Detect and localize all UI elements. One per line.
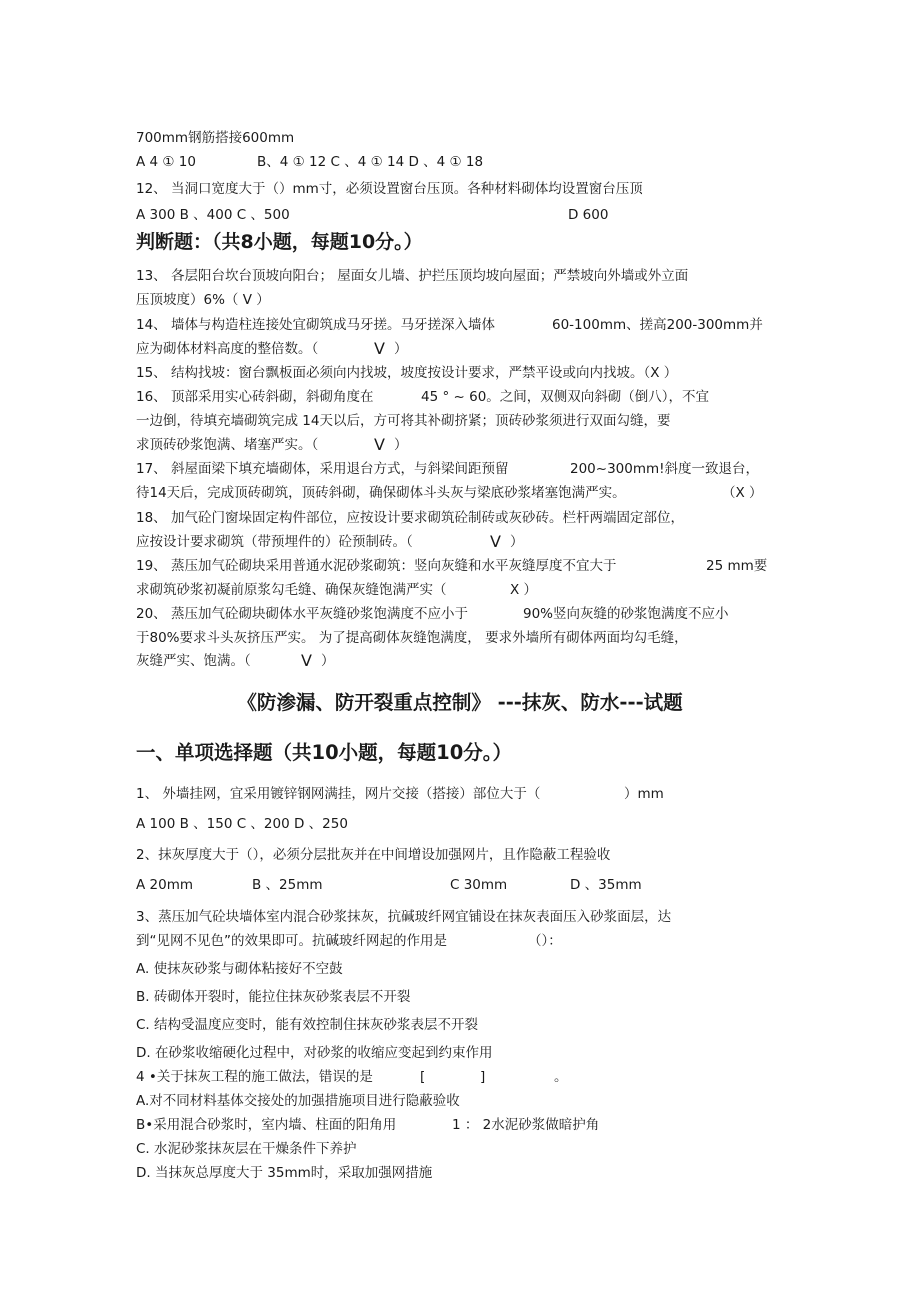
- exam-title: 《防渗漏、防开裂重点控制》 ---抹灰、防水---试题: [237, 691, 683, 714]
- question-16-line-3: 求顶砖砂浆饱满、堵塞严实。（ V ）: [136, 435, 408, 454]
- question-15: 15、 结构找坡：窗台飘板面必须向内找坡，坡度按设计要求，严禁平设或向内找坡。（X ）: [136, 365, 678, 381]
- question-13-line-2: 压顶坡度）6%（ V ）: [136, 292, 270, 308]
- text-line: 700mm钢筋搭接600mm: [136, 130, 295, 146]
- question-14-line-1: 14、 墙体与构造柱连接处宜砌筑成马牙搓。马牙搓深入墙体 60-100mm、搓高200-300mm并: [136, 317, 763, 333]
- question-19-line-2: 求砌筑砂浆初凝前原浆勾毛缝、确保灰缝饱满严实（ X ）: [136, 582, 538, 598]
- section-heading-single-choice: 一、单项选择题（共10小题，每题10分。）: [136, 741, 513, 764]
- question-16-line-2: 一边倒，待填充墙砌筑完成 14天以后，方可将其补砌挤紧；顶砖砂浆须进行双面勾缝，要: [136, 413, 671, 429]
- single-question-4: 4 •关于抹灰工程的施工做法，错误的是 [ ] 。: [136, 1069, 568, 1085]
- single-question-2: 2、抹灰厚度大于（），必须分层批灰并在中间增设加强网片，且作隐蔽工程验收: [136, 847, 611, 863]
- question-17-line-1: 17、 斜屋面梁下填充墙砌体，采用退台方式，与斜梁间距预留 200~300mm!斜度一致退台，: [136, 461, 760, 477]
- single-question-2-options: A 20mm B 、25mm C 30mm D 、35mm: [136, 877, 642, 893]
- question-19-line-1: 19、 蒸压加气砼砌块采用普通水泥砂浆砌筑：竖向灰缝和水平灰缝厚度不宜大于 25 mm要: [136, 558, 768, 574]
- question-16-line-1: 16、 顶部采用实心砖斜砌，斜砌角度在 45 ° ~ 60。之间，双侧双向斜砌（倒八），不宜: [136, 389, 710, 405]
- option-C: C. 结构受温度应变时，能有效控制住抹灰砂浆表层不开裂: [136, 1017, 479, 1033]
- single-question-3-line-1: 3、蒸压加气砼块墙体室内混合砂浆抹灰，抗碱玻纤网宜铺设在抹灰表面压入砂浆面层，达: [136, 909, 672, 925]
- option-A: A.对不同材料基体交接处的加强措施项目进行隐蔽验收: [136, 1093, 460, 1109]
- question-20-line-2: 于80%要求斗头灰挤压严实。 为了提高砌体灰缝饱满度， 要求外墙所有砌体两面均勾毛缝，: [136, 630, 688, 646]
- option-B: B. 砖砌体开裂时，能拉住抹灰砂浆表层不开裂: [136, 989, 411, 1005]
- option-D: D. 当抹灰总厚度大于 35mm时，采取加强网措施: [136, 1165, 433, 1181]
- question-20-line-1: 20、 蒸压加气砼砌块砌体水平灰缝砂浆饱满度不应小于 90%竖向灰缝的砂浆饱满度不应小: [136, 606, 729, 622]
- single-question-3-line-2: 到“见网不见色”的效果即可。抗碱玻纤网起的作用是 （）：: [136, 933, 562, 949]
- question-13-line-1: 13、 各层阳台坎台顶坡向阳台； 屋面女儿墙、护拦压顶均坡向屋面；严禁坡向外墙或外立面: [136, 268, 689, 284]
- option-C: C. 水泥砂浆抹灰层在干燥条件下养护: [136, 1141, 357, 1157]
- option-D: D. 在砂浆收缩硬化过程中，对砂浆的收缩应变起到约束作用: [136, 1045, 493, 1061]
- option-A: A. 使抹灰砂浆与砌体粘接好不空鼓: [136, 961, 343, 977]
- question-20-line-3: 灰缝严实、饱满。（ V ）: [136, 651, 335, 670]
- single-question-1-options: A 100 B 、150 C 、200 D 、250: [136, 816, 348, 832]
- options-line: A 4 ① 10 B、4 ① 12 C 、4 ① 14 D 、4 ① 18: [136, 154, 484, 170]
- single-question-1: 1、 外墙挂网，宜采用镀锌钢网满挂，网片交接（搭接）部位大于（ ）mm: [136, 786, 664, 802]
- question-18-line-1: 18、 加气砼门窗垛固定构件部位，应按设计要求砌筑砼制砖或灰砂砖。栏杆两端固定部位，: [136, 510, 684, 526]
- question-12: 12、 当洞口宽度大于（）mm寸，必须设置窗台压顶。各种材料砌体均设置窗台压顶: [136, 181, 643, 197]
- section-heading-judge: 判断题：（共8小题，每题10分。）: [136, 231, 423, 253]
- options-line: A 300 B 、400 C 、500 D 600: [136, 207, 609, 223]
- question-18-line-2: 应按设计要求砌筑（带预埋件的）砼预制砖。（ V ）: [136, 532, 524, 551]
- question-14-line-2: 应为砌体材料高度的整倍数。（ V ）: [136, 339, 408, 358]
- option-B: B•采用混合砂浆时，室内墙、柱面的阳角用 1 ： 2水泥砂浆做暗护角: [136, 1117, 600, 1133]
- question-17-line-2: 待14天后，完成顶砖砌筑，顶砖斜砌，确保砌体斗头灰与梁底砂浆堵塞饱满严实。 （X ）: [136, 485, 763, 501]
